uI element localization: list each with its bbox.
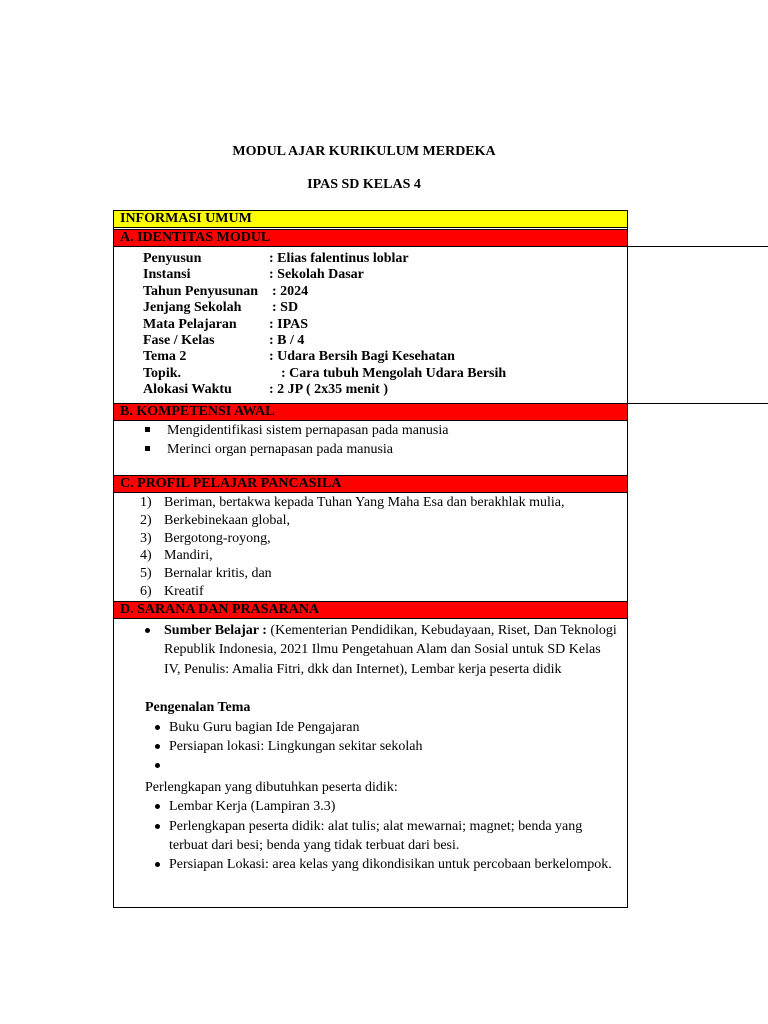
- identitas-label: Penyusun: [143, 251, 202, 266]
- perlengkapan-intro: Perlengkapan yang dibutuhkan peserta didik:: [145, 779, 398, 795]
- profil-item: [140, 547, 564, 565]
- kompetensi-text: Merinci organ pernapasan pada manusia: [167, 442, 393, 457]
- profil-number: 1): [140, 495, 152, 510]
- pengenalan-item: [140, 737, 620, 756]
- identitas-value: : IPAS: [269, 316, 309, 332]
- identitas-value: : Sekolah Dasar: [269, 267, 364, 283]
- header-profil-pelajar: C. PROFIL PELAJAR PANCASILA: [113, 475, 628, 493]
- identitas-value: : 2024: [272, 283, 309, 299]
- bullet-icon: [155, 725, 160, 730]
- square-bullet-icon: [145, 427, 150, 432]
- profil-number: 5): [140, 566, 152, 582]
- bullet-icon: [155, 804, 160, 809]
- header-sarana-prasarana: D. SARANA DAN PRASARANA: [113, 601, 628, 619]
- bullet-icon: [155, 862, 160, 867]
- bullet-icon: [155, 763, 160, 768]
- identitas-label: Alokasi Waktu: [143, 382, 232, 398]
- document-subtitle: IPAS SD KELAS 4: [307, 177, 421, 192]
- perlengkapan-item: [140, 855, 620, 874]
- identitas-value: : B / 4: [269, 332, 305, 348]
- pengenalan-item-text: Persiapan lokasi: Lingkungan sekitar sekolah: [169, 739, 423, 755]
- profil-item: [140, 494, 564, 512]
- sumber-belajar-label: Sumber Belajar :: [164, 623, 267, 638]
- sarana-section: [140, 621, 620, 875]
- kompetensi-item: [145, 421, 448, 440]
- profil-text: Bernalar kritis, dan: [164, 566, 272, 582]
- perlengkapan-item: [140, 817, 620, 856]
- perlengkapan-item: [140, 797, 620, 816]
- identitas-value: : Cara tubuh Mengolah Udara Bersih: [281, 365, 507, 381]
- document-title: MODUL AJAR KURIKULUM MERDEKA: [232, 144, 496, 159]
- profil-item: [140, 565, 564, 583]
- kompetensi-list: [145, 421, 448, 459]
- profil-text: Beriman, bertakwa kepada Tuhan Yang Maha Esa dan berakhlak mulia,: [164, 495, 565, 510]
- profil-text: Berkebinekaan global,: [164, 512, 290, 528]
- bullet-icon: [145, 628, 150, 633]
- identitas-label: Jenjang Sekolah: [143, 300, 242, 316]
- pengenalan-item: [140, 756, 620, 775]
- perlengkapan-list: [140, 797, 620, 875]
- identitas-value: : Elias falentinus loblar: [269, 251, 409, 266]
- pengenalan-item: [140, 718, 620, 737]
- identitas-label: Instansi: [143, 267, 191, 283]
- profil-number: 3): [140, 530, 152, 546]
- identitas-label: Mata Pelajaran: [143, 316, 237, 332]
- identitas-label: Topik.: [143, 365, 182, 381]
- header-identitas-modul: A. IDENTITAS MODUL: [113, 229, 628, 247]
- identitas-label: Fase / Kelas: [143, 332, 215, 348]
- perlengkapan-item-text: Persiapan Lokasi: area kelas yang dikondisikan untuk percobaan berkelompok.: [169, 857, 612, 873]
- profil-list: [140, 494, 564, 601]
- profil-item: [140, 583, 564, 601]
- pengenalan-list: [140, 718, 620, 776]
- identitas-value: : 2 JP ( 2x35 menit ): [269, 382, 388, 398]
- identitas-label: Tahun Penyusunan: [143, 283, 259, 299]
- kompetensi-item: [145, 440, 448, 459]
- perlengkapan-item-text: Perlengkapan peserta didik: alat tulis; alat mewarnai; magnet; benda yang terbuat dari besi; benda yang tidak terbuat dari besi.: [169, 818, 583, 854]
- pengenalan-tema-title: Pengenalan Tema: [145, 700, 251, 716]
- profil-text: Kreatif: [164, 583, 204, 599]
- profil-item: [140, 512, 564, 530]
- identitas-label: Tema 2: [143, 349, 187, 365]
- sumber-belajar-text: (Kementerian Pendidikan, Kebudayaan, Riset, Dan Teknologi Republik Indonesia, 2021 Ilmu Pengetahuan Alam dan Sosial untuk SD Kelas IV, Penulis: Amalia Fitri, dkk dan Internet), Lembar kerja peserta didik: [164, 623, 617, 677]
- header-kompetensi-awal: B. KOMPETENSI AWAL: [113, 403, 628, 421]
- profil-item: [140, 530, 564, 548]
- table-extension-line: [628, 246, 768, 247]
- square-bullet-icon: [145, 446, 150, 451]
- profil-text: Bergotong-royong,: [164, 530, 271, 546]
- pengenalan-item-text: Buku Guru bagian Ide Pengajaran: [169, 719, 360, 735]
- profil-number: 4): [140, 548, 152, 564]
- bullet-icon: [155, 824, 160, 829]
- identitas-value: : Udara Bersih Bagi Kesehatan: [269, 349, 455, 365]
- sumber-belajar-item: [140, 621, 620, 679]
- profil-text: Mandiri,: [164, 548, 213, 564]
- bullet-icon: [155, 744, 160, 749]
- profil-number: 2): [140, 512, 152, 528]
- table-extension-line: [628, 403, 768, 404]
- profil-number: 6): [140, 583, 152, 599]
- kompetensi-text: Mengidentifikasi sistem pernapasan pada manusia: [167, 423, 449, 438]
- header-informasi-umum: INFORMASI UMUM: [113, 210, 628, 228]
- perlengkapan-item-text: Lembar Kerja (Lampiran 3.3): [169, 799, 336, 815]
- identitas-value: : SD: [272, 300, 299, 316]
